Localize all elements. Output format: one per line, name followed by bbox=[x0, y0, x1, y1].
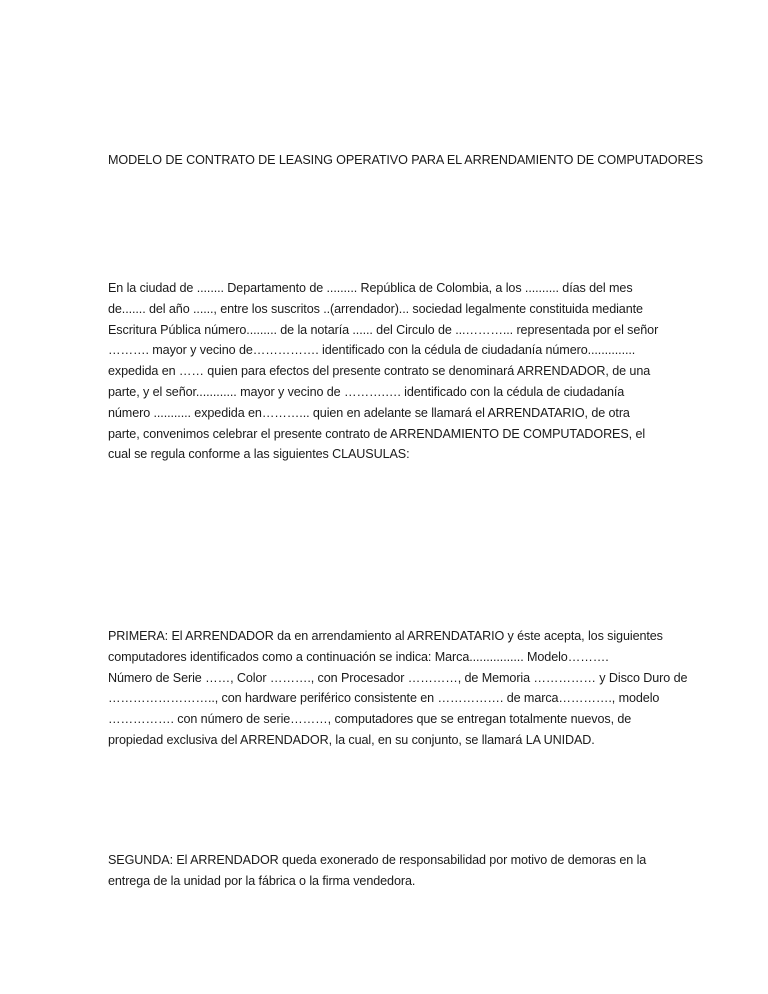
paragraph-line: parte, y el señor............ mayor y vecino de ……….…. identificado con la cédula de ciudadanía bbox=[108, 384, 625, 399]
paragraph-line: número ........... expedida en………... quien en adelante se llamará el ARRENDATARIO, de otra bbox=[108, 405, 630, 420]
clause-segunda bbox=[108, 850, 668, 892]
paragraph-line: propiedad exclusiva del ARRENDADOR, la cual, en su conjunto, se llamará LA UNIDAD. bbox=[108, 732, 595, 747]
paragraph-line: En la ciudad de ........ Departamento de ......... República de Colombia, a los .......... días del mes bbox=[108, 281, 633, 295]
paragraph-line: parte, convenimos celebrar el presente contrato de ARRENDAMIENTO DE COMPUTADORES, el bbox=[108, 426, 646, 441]
paragraph-line: Escritura Pública número......... de la notaría ...... del Circulo de ...………... representada por el señor bbox=[108, 322, 659, 337]
paragraph-line: SEGUNDA: El ARRENDADOR queda exonerado de responsabilidad por motivo de demoras en la bbox=[108, 853, 647, 867]
paragraph-line: de....... del año ......, entre los suscritos ..(arrendador)... sociedad legalmente constituida mediante bbox=[108, 301, 643, 316]
title-line: MODELO DE CONTRATO DE LEASING OPERATIVO PARA EL ARRENDAMIENTO DE COMPUTADORES bbox=[108, 153, 704, 167]
paragraph-line: computadores identificados como a continuación se indica: Marca................ Modelo………. bbox=[108, 649, 609, 664]
clause-primera bbox=[108, 626, 688, 751]
paragraph-line: entrega de la unidad por la fábrica o la firma vendedora. bbox=[108, 873, 416, 888]
paragraph-line: PRIMERA: El ARRENDADOR da en arrendamiento al ARRENDATARIO y éste acepta, los siguientes bbox=[108, 629, 663, 643]
paragraph-line: Número de Serie ……, Color ………., con Procesador …………, de Memoria …………… y Disco Duro de bbox=[108, 670, 688, 685]
document-title bbox=[108, 150, 704, 171]
paragraph-line: …………………….., con hardware periférico consistente en ……………. de marca…………., modelo bbox=[108, 691, 660, 706]
paragraph-line: ……………. con número de serie………, computadores que se entregan totalmente nuevos, de bbox=[108, 712, 632, 727]
paragraph-line: cual se regula conforme a las siguientes CLAUSULAS: bbox=[108, 447, 410, 462]
paragraph-line: ………. mayor y vecino de……………. identificado con la cédula de ciudadanía número.............. bbox=[108, 343, 636, 358]
paragraph-line: expedida en …… quien para efectos del presente contrato se denominará ARRENDADOR, de una bbox=[108, 364, 651, 379]
intro-paragraph bbox=[108, 278, 668, 465]
